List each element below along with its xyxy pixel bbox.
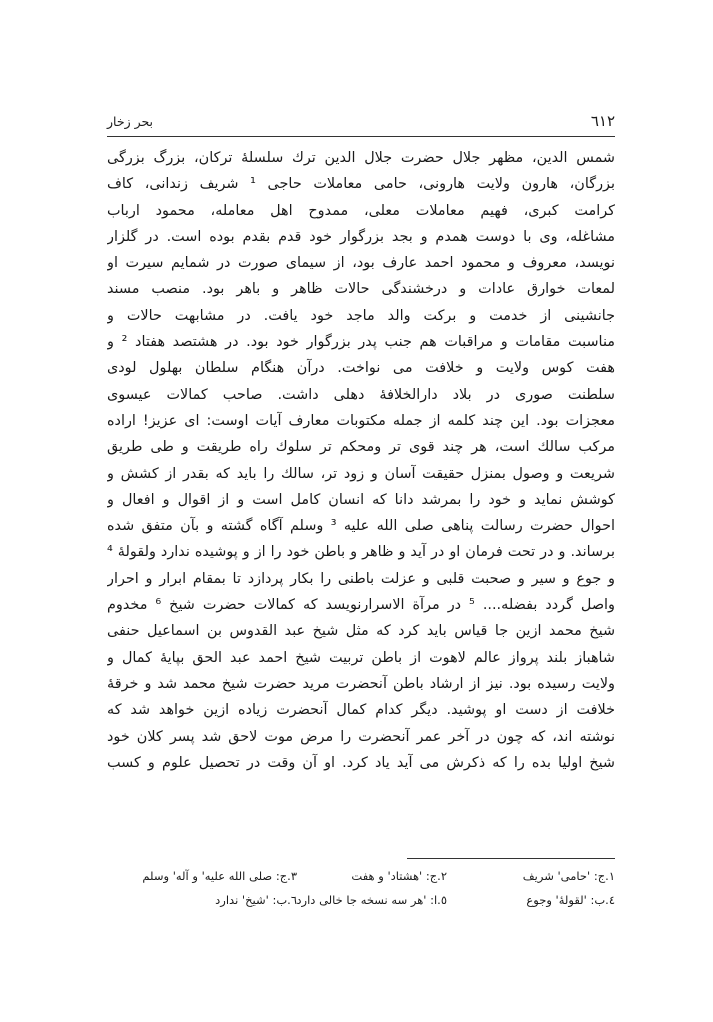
text-line: شیخ اولیا بده را که ذکرش می آید یاد کرد. او آن وقت در تحصیل علوم و کسب bbox=[107, 754, 615, 771]
running-title: بحر زخار bbox=[107, 114, 154, 129]
text-line: شمس الدین، مظهر جلال حضرت جلال الدین ترك سلسلهٔ ترکان، بزرگ بزرگی bbox=[107, 150, 615, 166]
text-line: واصل گردد بفضله.... ⁵ در مرآة الاسرارنویسد که کمالات حضرت شیخ ⁶ مخدوم bbox=[107, 597, 615, 614]
footnote-row bbox=[107, 890, 615, 914]
text-line: و جوع و سیر و صحبت قلبی و عزلت باطنی را بکار پردازد تا بمقام ابرار و احرار bbox=[107, 570, 615, 587]
text-line: کوشش نماید و خود را بمرشد دانا که انسان کامل است و از اقوال و افعال و bbox=[107, 491, 615, 508]
text-line: لمعات خوارق عادات و درخشندگی حالات ظاهر و باهر بود. منصب مسند bbox=[107, 281, 615, 298]
text-line: مشاغله، وی با دوست همدم و بجد بزرگوار خود قدم بقدم بوده است. در گلزار bbox=[107, 228, 615, 245]
text-line: شاهباز بلند پرواز عالم لاهوت از باطن تربیت شیخ احمد عبد الحق بپایهٔ کمال و bbox=[107, 649, 615, 666]
text-line: هفت کوس ولایت و خلافت می نواخت. درآن هنگام سلطان بهلول لودی bbox=[107, 360, 615, 377]
text-line: ولایت رسیده بود. نیز از ارشاد باطن آنحضرت مرید حضرت شیخ محمد شد و خرقهٔ bbox=[107, 675, 615, 692]
text-line: کرامت کبری، فهیم معاملات معلی، ممدوح اهل معامله، محمود ارباب bbox=[107, 202, 615, 219]
text-line: سلطنت صوری در بلاد دارالخلافهٔ دهلی داشت. صاحب کمالات عیسوی bbox=[107, 386, 615, 403]
text-line: شیخ محمد ازین جا قیاس باید کرد که مثل شیخ عبد القدوس بن اسماعیل حنفی bbox=[107, 623, 615, 640]
footnote-1: ١.ج: 'حامی' شریف bbox=[522, 869, 615, 883]
text-line: جانشینی از خدمت و برکت والد ماجد خود یافت. در مشابهت حالات و bbox=[107, 307, 615, 324]
text-line: بزرگان، هارون ولایت هارونی، حامی معاملات حاجی ¹ شریف زندانی، کاف bbox=[107, 176, 615, 193]
body-text bbox=[107, 145, 615, 776]
text-line: برساند. و در تحت فرمان او در آید و ظاهر و باطن خود را از و پوشیده ندارد ولقولهٔ ⁴ bbox=[107, 544, 615, 561]
page-number: ٦١٢ bbox=[590, 112, 615, 130]
text-line: نوشته اند، که چون در آخر عمر آنحضرت را مرض موت لاحق شد پسر کلان خود bbox=[107, 728, 615, 745]
text-line: نویسد، معروف و محمود احمد عارف بود، از سیمای صورت در شمایم سیرت او bbox=[107, 255, 615, 272]
footnote-row bbox=[107, 866, 615, 890]
footnote-2: ٢.ج: 'هشتاد' و هفت bbox=[351, 869, 447, 883]
footnote-3: ٣.ج: صلی الله علیه' و آله' وسلم bbox=[142, 869, 297, 883]
text-line: شریعت و وصول بمنزل حقیقت آسان و زود تر، سالك را باید که بقدر از کشش و bbox=[107, 465, 615, 482]
text-line: معجزات بود. این چند کلمه از جمله مکتوبات معارف آیات اوست: ای عزیز! اراده bbox=[107, 412, 615, 429]
footnote-6: ٦.ب: 'شیخ' ندارد bbox=[215, 893, 297, 907]
text-line: احوال حضرت رسالت پناهی صلی الله علیه ³ وسلم آگاه گشته و بآن متفق شده bbox=[107, 518, 615, 535]
text-line: خلافت از دست او پوشید. دیگر کدام کمال آنحضرت زیاده ازین خواهد شد که bbox=[107, 702, 615, 719]
page-header bbox=[107, 112, 615, 134]
text-line: مناسبت مقامات و مراقبات هم جنب پدر بزرگوار خود بود. در هشتصد هفتاد ² و bbox=[107, 334, 615, 351]
text-line: مرکب سالك است، هر چند قوی تر ومحکم تر سلوك راه طریقت و طی طریق bbox=[107, 439, 615, 456]
footnote-rule bbox=[407, 858, 615, 859]
footnotes bbox=[107, 866, 615, 914]
header-rule bbox=[107, 136, 615, 137]
footnote-5: ٥.ا: 'هر سه نسخه جا خالی دارد bbox=[296, 893, 447, 907]
footnote-4: ٤.ب: 'لقولهٔ' وجوع bbox=[526, 893, 615, 907]
